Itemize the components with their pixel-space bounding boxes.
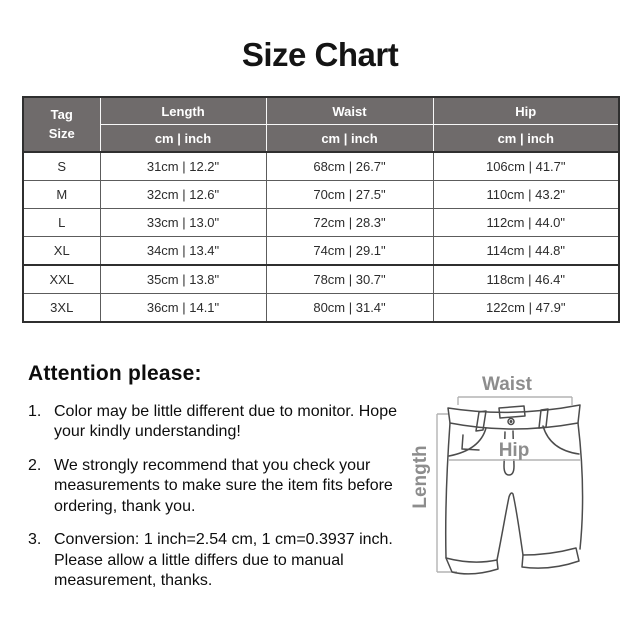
size-table-header (23, 97, 619, 152)
length-cell: 36cm | 14.1" (100, 294, 266, 323)
outer-edge-right (578, 423, 582, 549)
item-text: Color may be little different due to monitor. Hope your kindly understanding! (54, 403, 397, 441)
shorts-line-drawing (400, 365, 635, 635)
item-number: 2. (28, 456, 42, 474)
col-header-length: Length (100, 97, 266, 125)
size-cell: XL (23, 237, 100, 266)
attention-item (28, 456, 420, 517)
col-header-hip: Hip (433, 97, 619, 125)
length-cell: 34cm | 13.4" (100, 237, 266, 266)
button-dot (510, 421, 511, 422)
hip-cell: 112cm | 44.0" (433, 209, 619, 237)
length-cell: 35cm | 13.8" (100, 265, 266, 294)
attention-item (28, 402, 420, 443)
shorts-outline-icon (446, 405, 583, 574)
size-cell: L (23, 209, 100, 237)
waist-cell: 80cm | 31.4" (266, 294, 433, 323)
pocket-left (449, 428, 486, 456)
hip-cell: 106cm | 41.7" (433, 152, 619, 181)
size-table (22, 96, 620, 323)
waist-cell: 68cm | 26.7" (266, 152, 433, 181)
unit-header-waist: cm | inch (266, 125, 433, 153)
hip-cell: 122cm | 47.9" (433, 294, 619, 323)
length-label: Length (410, 445, 431, 509)
waist-cell: 78cm | 30.7" (266, 265, 433, 294)
pocket-right (543, 426, 579, 454)
item-number: 1. (28, 403, 42, 420)
table-row (23, 294, 619, 323)
table-row (23, 237, 619, 266)
length-cell: 33cm | 13.0" (100, 209, 266, 237)
hip-label: Hip (498, 440, 530, 461)
waist-cell: 74cm | 29.1" (266, 237, 433, 266)
waist-measure-line (458, 397, 572, 405)
item-text: Conversion: 1 inch=2.54 cm, 1 cm=0.3937 inch. Please allow a little differs due to manual measurement, thanks. (54, 531, 393, 590)
size-cell: 3XL (23, 294, 100, 323)
item-number: 3. (28, 531, 42, 549)
hip-cell: 114cm | 44.8" (433, 237, 619, 266)
table-row (23, 152, 619, 181)
shorts-measurement-diagram (400, 365, 635, 635)
table-row (23, 181, 619, 209)
size-cell: M (23, 181, 100, 209)
belt-loop-right (539, 409, 548, 428)
size-cell: S (23, 152, 100, 181)
hem-right (522, 548, 579, 568)
attention-heading: Attention please: (28, 362, 202, 385)
size-cell: XXL (23, 265, 100, 294)
length-cell: 31cm | 12.2" (100, 152, 266, 181)
inner-leg-seam (497, 493, 523, 560)
table-corner-header (23, 97, 100, 152)
length-cell: 32cm | 12.6" (100, 181, 266, 209)
item-text: We strongly recommend that you check your measurements to make sure the item fits before ordering, thank you. (54, 456, 393, 515)
hip-cell: 110cm | 43.2" (433, 181, 619, 209)
table-row (23, 209, 619, 237)
attention-section (28, 362, 420, 605)
page-title: Size Chart (241, 36, 399, 73)
table-row (23, 265, 619, 294)
waist-cell: 72cm | 28.3" (266, 209, 433, 237)
hip-cell: 118cm | 46.4" (433, 265, 619, 294)
corner-label-tag: Tag (50, 106, 73, 122)
col-header-waist: Waist (266, 97, 433, 125)
waist-label: Waist (482, 374, 532, 395)
outer-edge-left (446, 423, 450, 558)
unit-header-hip: cm | inch (433, 125, 619, 153)
attention-item (28, 530, 420, 591)
unit-header-length: cm | inch (100, 125, 266, 153)
waist-cell: 70cm | 27.5" (266, 181, 433, 209)
corner-label-size: Size (48, 125, 75, 141)
